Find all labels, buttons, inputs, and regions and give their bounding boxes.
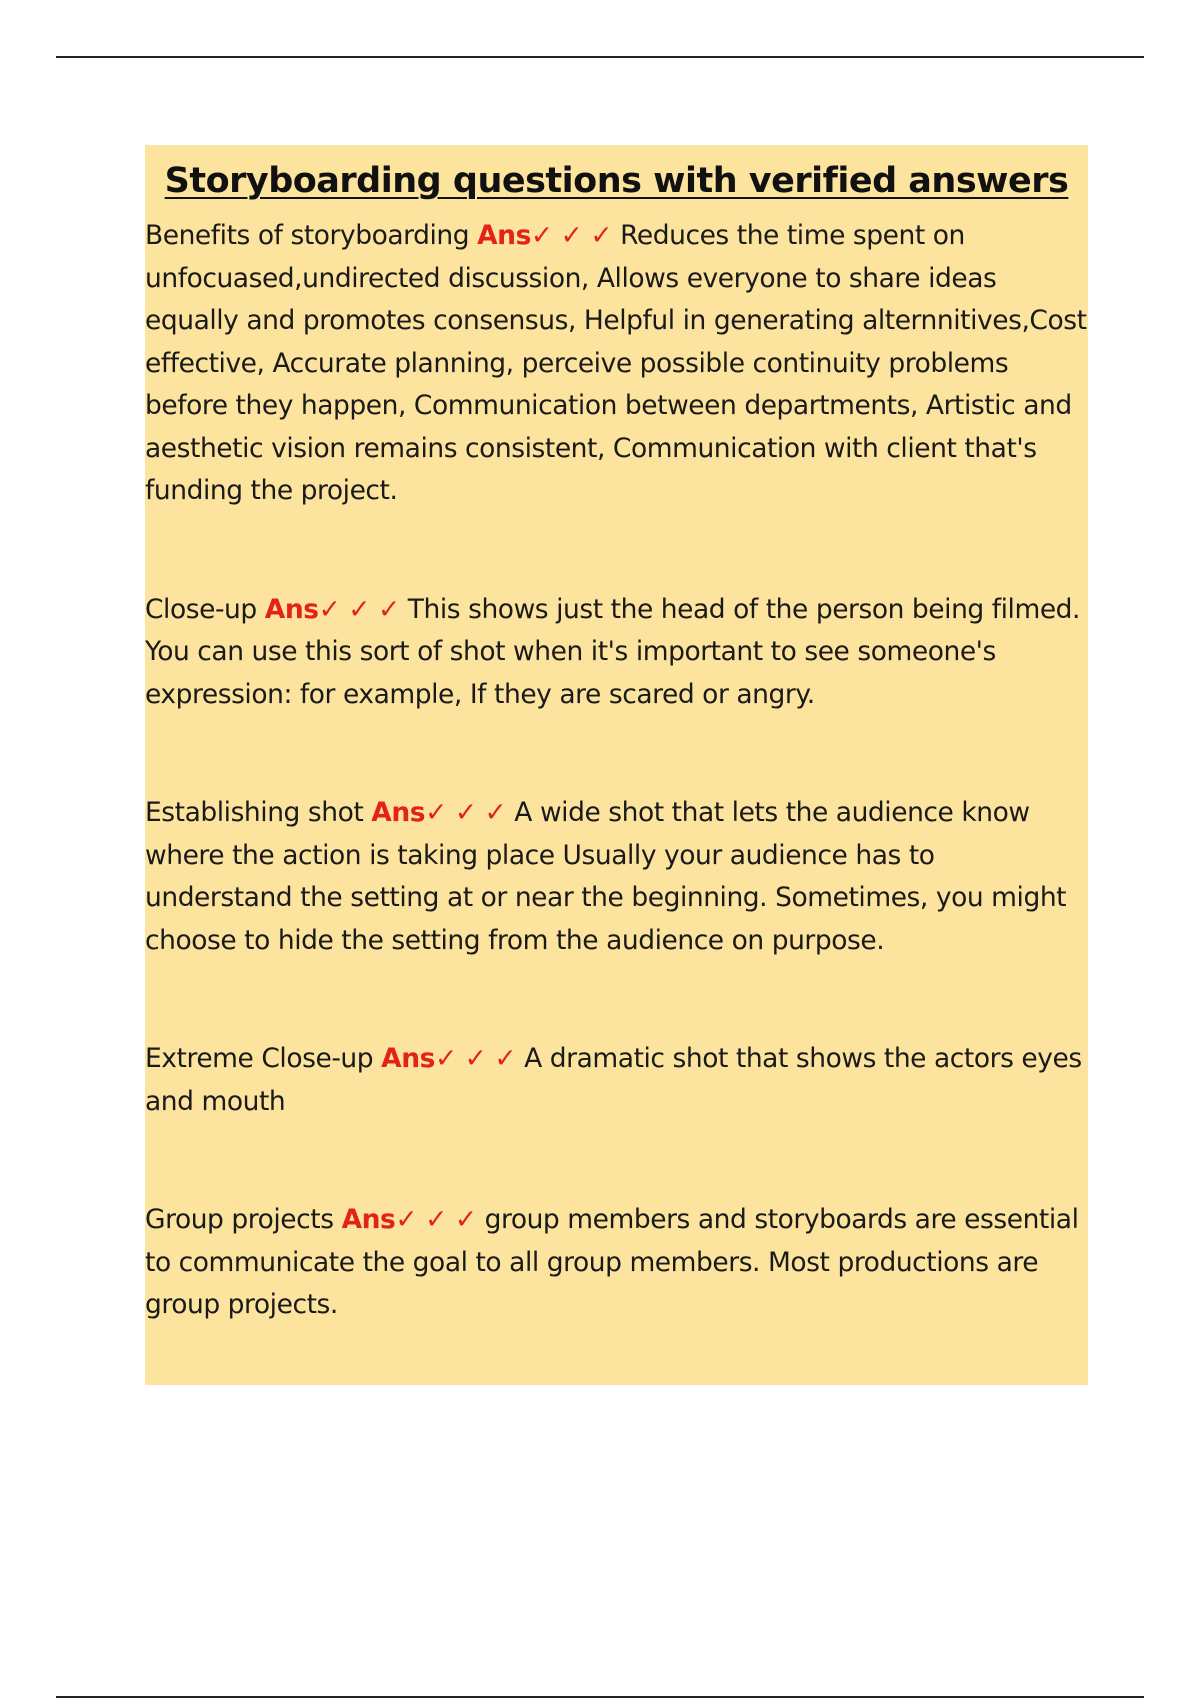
qa-item-extreme-close-up [145, 1038, 1088, 1123]
qa-item-group-projects [145, 1199, 1088, 1327]
qa-answer: group members and storyboards are essential to communicate the goal to all group members. Most productions are group projects. [145, 1204, 1079, 1320]
qa-answer: A dramatic shot that shows the actors eyes and mouth [145, 1043, 1082, 1117]
qa-answer: A wide shot that lets the audience know where the action is taking place Usually your audience has to understand the setting at or near the beginning. Sometimes, you might choose to hide the setting from the audience on purpose. [145, 797, 1067, 956]
qa-term: Establishing shot [145, 797, 364, 828]
qa-item-benefits [145, 215, 1088, 513]
qa-card [145, 145, 1088, 1385]
answer-marker: Ans [477, 220, 531, 251]
qa-term: Close-up [145, 593, 257, 625]
check-marks-icon: ✓ ✓ ✓ [425, 797, 507, 828]
top-rule [56, 56, 1144, 58]
qa-item-close-up [145, 589, 1088, 717]
answer-marker: Ans [371, 797, 426, 828]
qa-term: Benefits of storyboarding [145, 220, 470, 251]
qa-term: Extreme Close-up [145, 1043, 374, 1074]
answer-marker: Ans [381, 1043, 435, 1074]
check-marks-icon: ✓ ✓ ✓ [395, 1204, 477, 1235]
qa-answer: Reduces the time spent on unfocuased,undirected discussion, Allows everyone to share ideas equally and promotes consensus, Helpful in generating alternnitives,Cost effective, Accurate planning, perceive possible continuity problems before they happen, Communication between departments, Artistic and aesthetic vision remains consistent, Communication with client that's funding the project. [145, 220, 1087, 506]
bottom-rule [56, 1696, 1144, 1698]
page-title: Storyboarding questions with verified answers [164, 161, 1069, 201]
qa-list [145, 215, 1088, 1327]
check-marks-icon: ✓ ✓ ✓ [318, 593, 400, 625]
qa-item-establishing-shot [145, 792, 1088, 962]
check-marks-icon: ✓ ✓ ✓ [530, 220, 613, 251]
answer-marker: Ans [341, 1204, 396, 1235]
qa-term: Group projects [145, 1204, 334, 1235]
check-marks-icon: ✓ ✓ ✓ [434, 1043, 517, 1074]
qa-answer: This shows just the head of the person being filmed. You can use this sort of shot when it's important to see someone's expression: for example, If they are scared or angry. [145, 593, 1081, 710]
answer-marker: Ans [264, 593, 319, 625]
